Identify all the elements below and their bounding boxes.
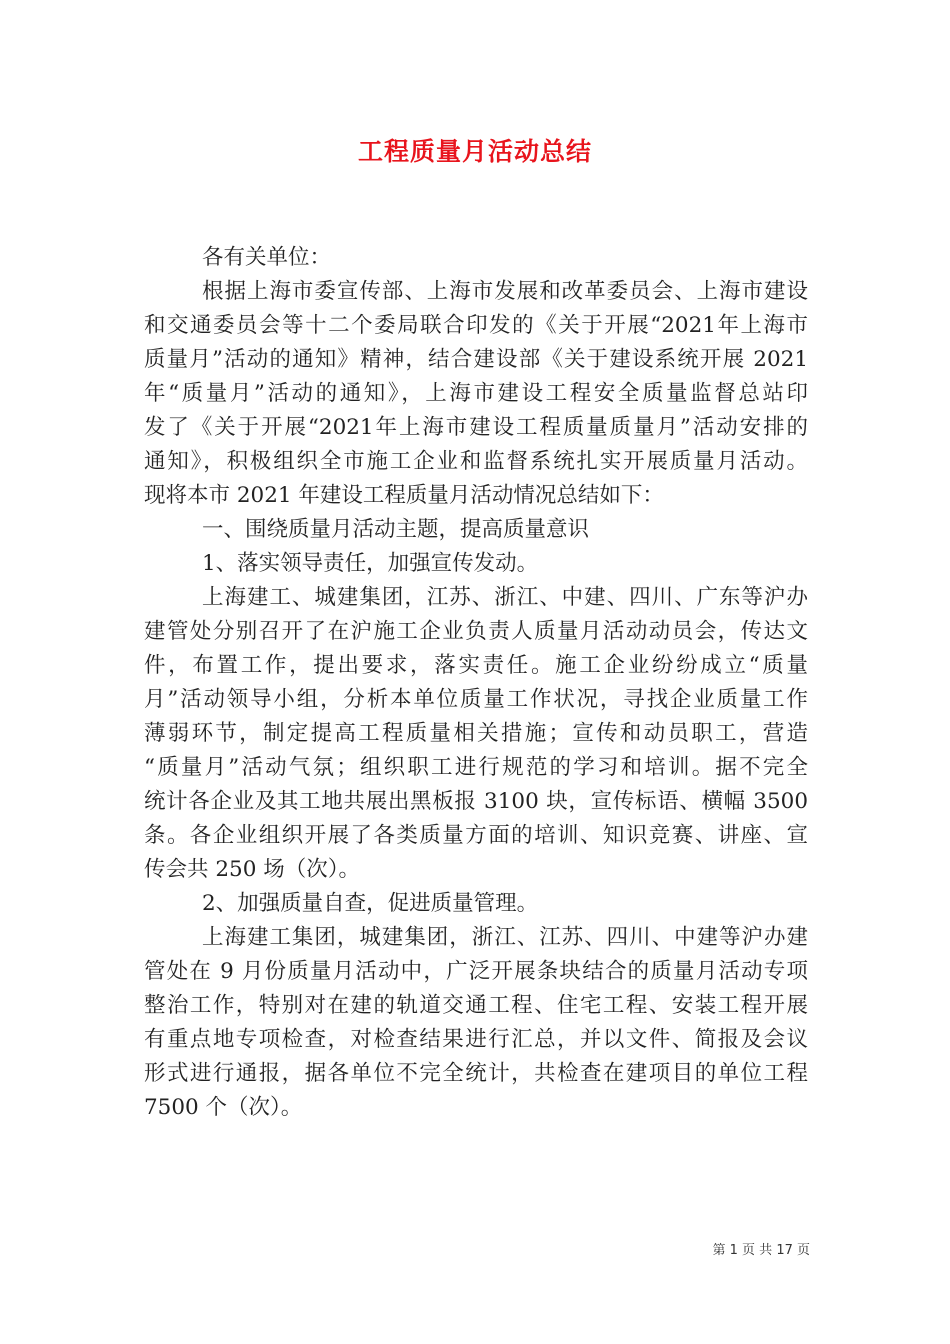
text-line: 形式进行通报，据各单位不完全统计，共检查在建项目的单位工程 <box>144 1061 808 1086</box>
text-line: 件，布置工作，提出要求，落实责任。施工企业纷纷成立“质量 <box>144 653 808 678</box>
subsection-heading-1: 1、落实领导责任，加强宣传发动。 <box>202 551 539 576</box>
paragraph-publicity <box>144 581 808 887</box>
section-heading-1: 一、围绕质量月活动主题，提高质量意识 <box>202 517 590 542</box>
text-line: 7500 个（次）。 <box>144 1095 303 1120</box>
text-line: 统计各企业及其工地共展出黑板报 3100 块，宣传标语、横幅 3500 <box>144 789 808 814</box>
text-line: 年“质量月”活动的通知》，上海市建设工程安全质量监督总站印 <box>144 381 808 406</box>
text-line: 和交通委员会等十二个委局联合印发的《关于开展“2021年上海市 <box>144 313 808 338</box>
text-line: 月”活动领导小组，分析本单位质量工作状况，寻找企业质量工作 <box>144 687 808 712</box>
paragraph-self-inspection <box>144 921 808 1125</box>
document-body <box>144 241 808 1125</box>
text-line: 薄弱环节，制定提高工程质量相关措施；宣传和动员职工，营造 <box>144 721 808 746</box>
text-line: 发了《关于开展“2021年上海市建设工程质量质量月”活动安排的 <box>144 415 808 440</box>
text-line: 传会共 250 场（次）。 <box>144 857 360 882</box>
text-line: 现将本市 2021 年建设工程质量月活动情况总结如下： <box>144 483 664 508</box>
subsection-heading-2: 2、加强质量自查，促进质量管理。 <box>202 891 539 916</box>
paragraph-intro <box>144 275 808 513</box>
text-line: 质量月”活动的通知》精神，结合建设部《关于建设系统开展 2021 <box>144 347 808 372</box>
page-number: 第 1 页 共 17 页 <box>712 1243 810 1258</box>
text-line: 建管处分别召开了在沪施工企业负责人质量月活动动员会，传达文 <box>144 619 808 644</box>
text-line: 有重点地专项检查，对检查结果进行汇总，并以文件、简报及会议 <box>144 1027 808 1052</box>
text-line: “质量月”活动气氛；组织职工进行规范的学习和培训。据不完全 <box>144 755 808 780</box>
text-line: 上海建工集团，城建集团，浙江、江苏、四川、中建等沪办建 <box>202 925 808 950</box>
text-line: 上海建工、城建集团，江苏、浙江、中建、四川、广东等沪办 <box>202 585 808 610</box>
text-line: 通知》，积极组织全市施工企业和监督系统扎实开展质量月活动。 <box>144 449 808 474</box>
text-line: 根据上海市委宣传部、上海市发展和改革委员会、上海市建设 <box>202 279 808 304</box>
salutation: 各有关单位： <box>202 245 332 270</box>
text-line: 条。各企业组织开展了各类质量方面的培训、知识竞赛、讲座、宣 <box>144 823 808 848</box>
text-line: 管处在 9 月份质量月活动中，广泛开展条块结合的质量月活动专项 <box>144 959 808 984</box>
document-title: 工程质量月活动总结 <box>357 137 592 166</box>
text-line: 整治工作，特别对在建的轨道交通工程、住宅工程、安装工程开展 <box>144 993 808 1018</box>
